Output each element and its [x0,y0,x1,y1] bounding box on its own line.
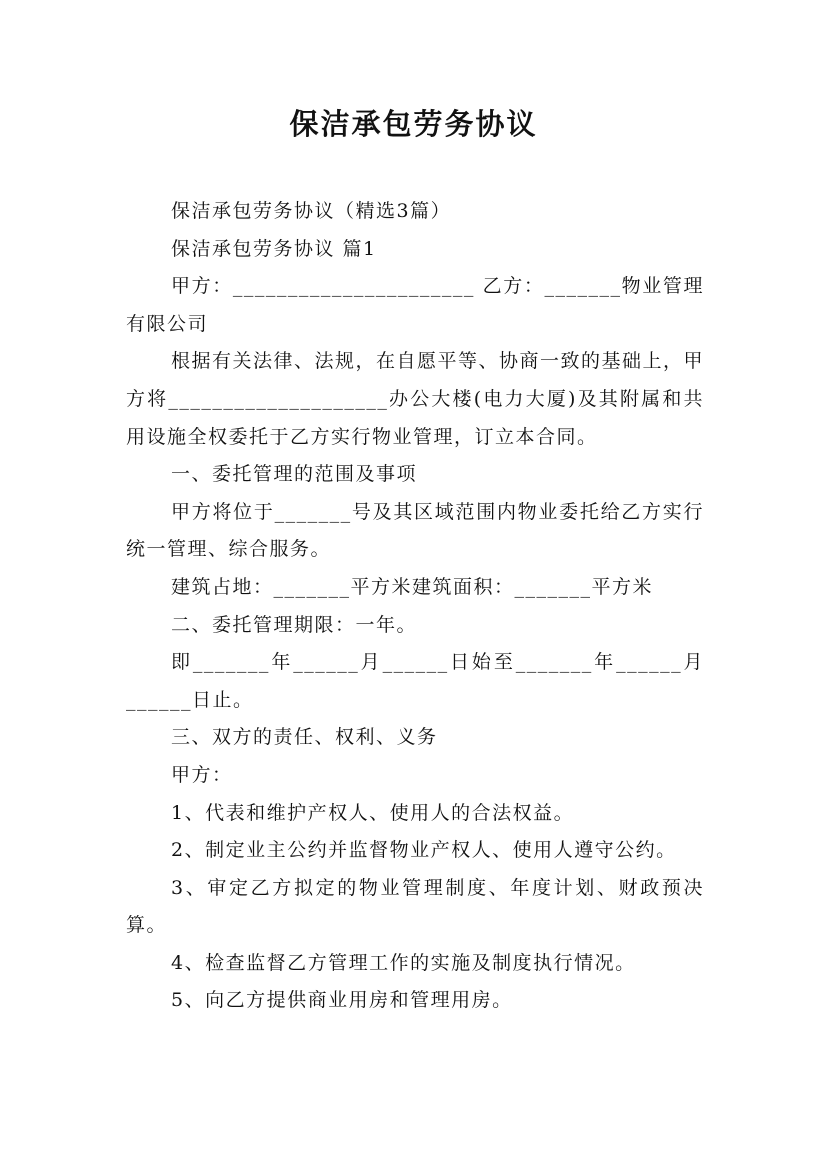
paragraph-location: 甲方将位于_______号及其区域范围内物业委托给乙方实行统一管理、综合服务。 [126,500,704,561]
list-item: 2、制定业主公约并监督物业产权人、使用人遵守公约。 [171,839,677,862]
paragraph-chapter-heading: 保洁承包劳务协议 篇1 [171,237,377,260]
section-heading-scope: 一、委托管理的范围及事项 [171,463,418,486]
list-item: 4、检查监督乙方管理工作的实施及制度执行情况。 [171,951,636,974]
paragraph-parties: 甲方：______________________ 乙方：_______物业管理有限公司 [126,275,704,335]
section-heading-duties: 三、双方的责任、权利、义务 [171,726,438,749]
paragraph-dates: 即_______年______月______日始至_______年______月______日止。 [126,651,704,711]
list-item: 5、向乙方提供商业用房和管理用房。 [171,989,513,1012]
paragraph-party-a-label: 甲方： [171,763,233,786]
document-body [126,193,704,1020]
list-item: 1、代表和维护产权人、使用人的合法权益。 [171,801,575,824]
section-heading-term: 二、委托管理期限：一年。 [171,613,418,636]
document-title: 保洁承包劳务协议 [289,107,538,141]
list-item: 3、审定乙方拟定的物业管理制度、年度计划、财政预决算。 [126,876,704,937]
paragraph-area: 建筑占地：_______平方米建筑面积：_______平方米 [171,575,654,598]
paragraph-subtitle: 保洁承包劳务协议（精选3篇） [171,200,452,222]
paragraph-preamble: 根据有关法律、法规，在自愿平等、协商一致的基础上，甲方将____________________办公大楼(电力大厦)及其附属和共用设施全权委托于乙方实行物业管理，订立本合同。 [126,350,705,448]
